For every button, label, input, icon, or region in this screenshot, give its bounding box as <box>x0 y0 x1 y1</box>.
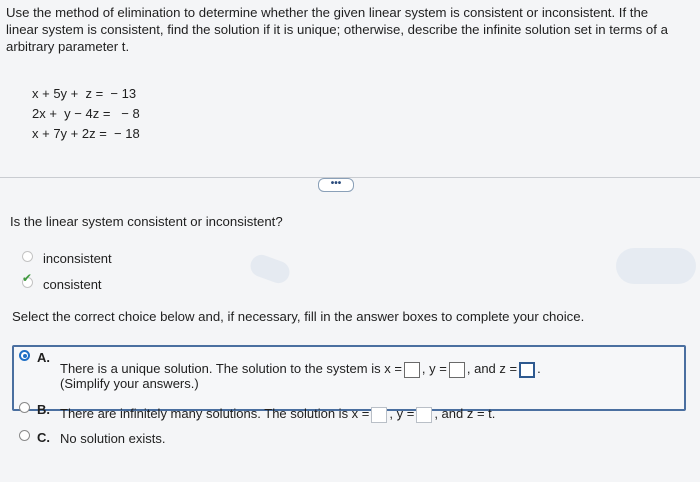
answer-box-z[interactable] <box>519 362 535 378</box>
equation-3: x + 7y + 2z = − 18 <box>32 126 140 141</box>
glare <box>616 248 696 284</box>
choice-c-text: No solution exists. <box>60 431 166 446</box>
choice-a-letter: A. <box>37 350 50 365</box>
option-inconsistent-label[interactable]: inconsistent <box>43 251 112 266</box>
answer-box-x-b[interactable] <box>371 407 387 423</box>
end-period: . <box>537 361 541 376</box>
answer-box-x[interactable] <box>404 362 420 378</box>
simplify-note: (Simplify your answers.) <box>60 376 199 391</box>
z-label: , and z = <box>466 361 518 376</box>
instruction-text: Select the correct choice below and, if necessary, fill in the answer boxes to complete your choice. <box>12 309 585 324</box>
z-label-b: , and z = t. <box>434 406 496 421</box>
glare <box>247 252 292 286</box>
choice-b-statement: There are infinitely many solutions. The solution is x = <box>60 406 370 421</box>
problem-statement <box>6 4 696 55</box>
y-label: , y = <box>421 361 447 376</box>
y-label-b: , y = <box>389 406 415 421</box>
radio-inconsistent[interactable] <box>22 251 33 262</box>
intro-line: linear system is consistent, find the solution if it is unique; otherwise, describe the infinite solution set in terms of a <box>6 22 668 37</box>
intro-line: arbitrary parameter t. <box>6 39 130 54</box>
checkmark-icon: ✔ <box>22 271 33 285</box>
choice-b-text <box>60 406 495 423</box>
expand-more-button[interactable]: ••• <box>318 178 354 192</box>
question-text: Is the linear system consistent or inconsistent? <box>10 214 283 229</box>
equation-2: 2x + y − 4z = − 8 <box>32 106 140 121</box>
equation-1: x + 5y + z = − 13 <box>32 86 137 101</box>
answer-box-y[interactable] <box>449 362 465 378</box>
choice-c-letter: C. <box>37 430 50 445</box>
option-consistent-label[interactable]: consistent <box>43 277 102 292</box>
radio-choice-a[interactable] <box>19 350 30 361</box>
choice-a-statement: There is a unique solution. The solution to the system is x = <box>60 361 402 376</box>
intro-line: Use the method of elimination to determine whether the given linear system is consistent or inconsistent. If the <box>6 5 649 20</box>
answer-box-y-b[interactable] <box>416 407 432 423</box>
radio-choice-c[interactable] <box>19 430 30 441</box>
choice-b-letter: B. <box>37 402 50 417</box>
radio-choice-b[interactable] <box>19 402 30 413</box>
